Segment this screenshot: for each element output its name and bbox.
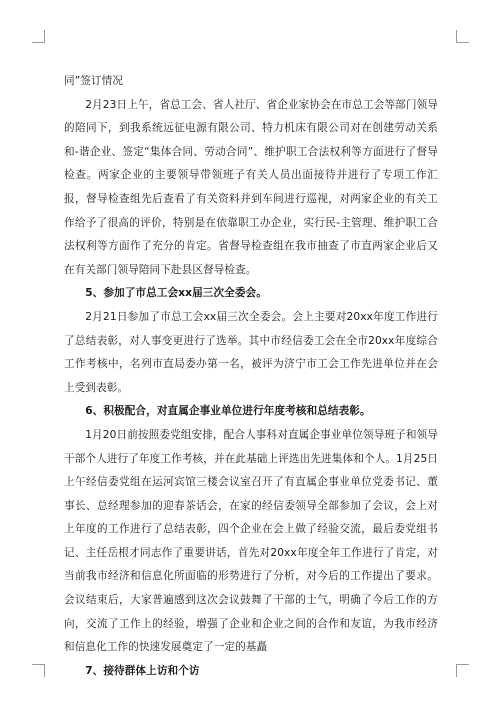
crop-mark-top-right (456, 30, 469, 43)
paragraph-continuation: 同”签订情况 (64, 75, 124, 87)
section-heading-6: 6、积极配合，对直属企事业单位进行年度考核和总结表彰。 (85, 405, 371, 418)
crop-mark-top-left (32, 30, 45, 43)
document-body (64, 70, 438, 683)
crop-mark-bottom-left (32, 664, 45, 677)
section-heading-5: 5、参加了市总工会xx届三次全委会。 (85, 287, 267, 300)
paragraph-plenary-session: 2月21日参加了市总工会xx届三次全委会。会上主要对20xx年度工作进行了总结表彰，对人事变更进行了选举。其中市经信委工会在全市20xx年度综合工作考核中，名列市直局委办第一名，被评为济宁市工会工作先进单位并在会上受到表彰。 (64, 310, 438, 394)
paragraph-provincial-inspection: 2月23日上午，省总工会、省人社厅、省企业家协会在市总工会等部门领导的陪同下，到我系统远征电源有限公司、特力机床有限公司对在创建劳动关系和-谐企业、签定“集体合同、劳动合同”、维护职工合法权利等方面进行了督导检查。两家企业的主要领导带领班子有关人员出面接待并进行了专项工作汇报，督导检查组先后查看了有关资料并到车间进行巡视，对两家企业的有关工作给予了很高的评价，特别是在依靠职工办企业，实行民-主管理、维护职工合法权利等方面作了充分的肯定。省督导检查组在我市抽查了市直两家企业后又在有关部门领导陪同下赴县区督导检查。 (64, 98, 438, 276)
crop-mark-bottom-right (456, 664, 469, 677)
paragraph-annual-assessment: 1月20日前按照委党组安排，配合人事科对直属企事业单位领导班子和领导干部个人进行了年度工作考核，并在此基础上评选出先进集体和个人。1月25日上午经信委党组在运河宾馆三楼会议室召开了有直属企事业单位党委书记、董事长、总经理参加的迎春茶话会，在家的经信委领导全部参加了会议，会上对上年度的工作进行了总结表彰，四个企业在会上做了经验交流，最后委党组书记、主任岳根才同志作了重要讲话，首先对20xx年度全年工作进行了肯定，对当前我市经济和信息化所面临的形势进行了分析，对今后的工作提出了要求。会议结束后，大家普遍感到这次会议鼓舞了干部的士气，明确了今后工作的方向，交流了工作上的经验，增强了企业和企业之间的合作和友谊，为我市经济和信息化工作的快速发展奠定了一定的基矗 (64, 428, 438, 654)
section-heading-7: 7、接待群体上访和个访 (85, 664, 200, 677)
